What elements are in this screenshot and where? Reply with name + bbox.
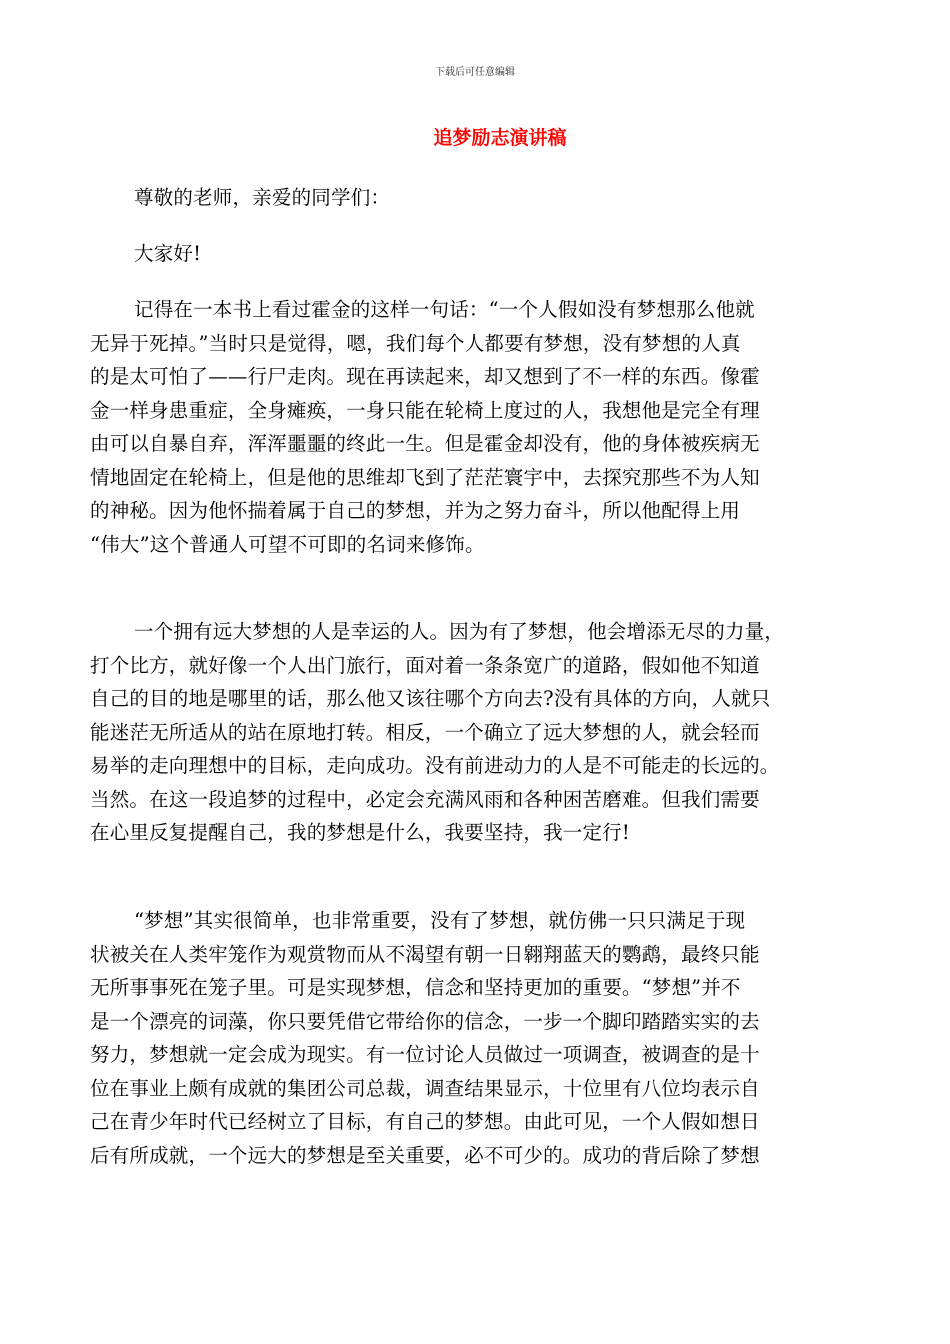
salutation-paragraph [90,181,870,215]
body-paragraph-2 [90,615,870,850]
paragraph-line: 一个拥有远大梦想的人是幸运的人。因为有了梦想，他会增添无尽的力量， [134,620,785,643]
paragraph-line: 打个比方，就好像一个人出门旅行，面对着一条条宽广的道路，假如他不知道 [90,653,760,677]
body-paragraph-3 [90,904,870,1172]
document-title: 追梦励志演讲稿 [433,127,567,149]
paragraph-line: 的是太可怕了——行尸走肉。现在再读起来，却又想到了不一样的东西。像霍 [90,365,760,388]
paragraph-line: 由可以自暴自弃，浑浑噩噩的终此一生。但是霍金却没有，他的身体被疾病无 [90,432,760,455]
paragraph-line: 的神秘。因为他怀揣着属于自己的梦想，并为之努力奋斗，所以他配得上用 [90,499,741,522]
paragraph-line: 状被关在人类牢笼作为观赏物而从不渴望有朝一日翱翔蓝天的鹦鹉，最终只能 [90,942,760,966]
body-paragraph-1 [90,293,870,561]
paragraph-line: 能迷茫无所适从的站在原地打转。相反，一个确立了远大梦想的人，就会轻而 [90,720,760,744]
paragraph-line: 后有所成就，一个远大的梦想是至关重要，必不可少的。成功的背后除了梦想 [90,1143,760,1167]
paragraph-line: 无异于死掉。”当时只是觉得，嗯，我们每个人都要有梦想，没有梦想的人真 [90,331,741,355]
paragraph-line: 自己的目的地是哪里的话，那么他又该往哪个方向去?没有具体的方向，人就只 [90,687,771,710]
paragraph-line: 在心里反复提醒自己，我的梦想是什么，我要坚持，我一定行! [90,821,630,844]
paragraph-line: 无所事事死在笼子里。可是实现梦想，信念和坚持更加的重要。“梦想”并不 [90,976,741,999]
paragraph-line: 尊敬的老师，亲爱的同学们： [134,186,391,209]
paragraph-line: 当然。在这一段追梦的过程中，必定会充满风雨和各种困苦磨难。但我们需要 [90,787,760,811]
paragraph-line: 情地固定在轮椅上，但是他的思维却飞到了茫茫寰宇中，去探究那些不为人知 [90,465,760,489]
paragraph-line: 己在青少年时代已经树立了目标，有自己的梦想。由此可见，一个人假如想日 [90,1110,760,1133]
paragraph-line: “伟大”这个普通人可望不可即的名词来修饰。 [90,532,485,556]
greeting-paragraph [90,237,870,271]
paragraph-line: 努力，梦想就一定会成为现实。有一位讨论人员做过一项调查，被调查的是十 [90,1043,760,1066]
paragraph-line: 记得在一本书上看过霍金的这样一句话：“一个人假如没有梦想那么他就 [134,298,755,321]
paragraph-line: 位在事业上颇有成就的集团公司总裁，调查结果显示，十位里有八位均表示自 [90,1076,760,1100]
paragraph-line: 易举的走向理想中的目标，走向成功。没有前进动力的人是不可能走的长远的。 [90,754,780,777]
paragraph-line: “梦想”其实很简单，也非常重要，没有了梦想，就仿佛一只只满足于现 [134,909,746,932]
header-note: 下载后可任意编辑 [435,67,515,78]
paragraph-line: 金一样身患重症，全身瘫痪，一身只能在轮椅上度过的人，我想他是完全有理 [90,398,760,422]
paragraph-line: 是一个漂亮的词藻，你只要凭借它带给你的信念，一步一个脚印踏踏实实的去 [90,1009,760,1033]
paragraph-line: 大家好! [134,242,202,265]
